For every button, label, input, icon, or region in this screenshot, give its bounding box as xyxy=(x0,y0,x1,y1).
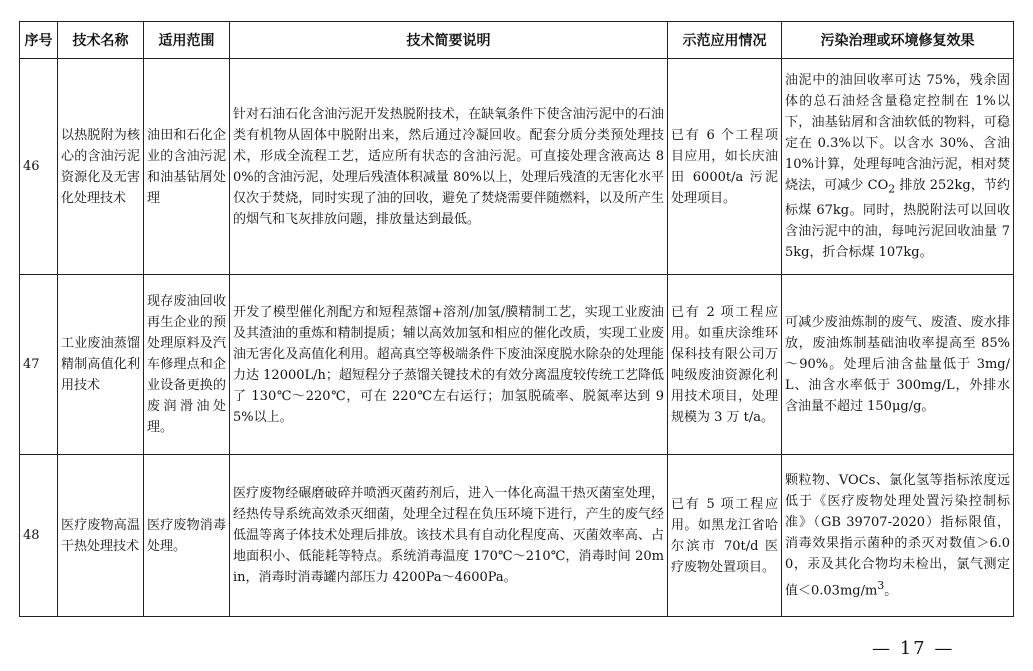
table-row xyxy=(20,455,1014,617)
header-demo: 示范应用情况 xyxy=(668,22,782,59)
table-row xyxy=(20,59,1014,275)
table-row xyxy=(20,275,1014,455)
row-num: 46 xyxy=(20,59,58,275)
effect-text-cont: 。 xyxy=(884,583,898,599)
effect-subscript: 2 xyxy=(888,182,896,196)
row-demo: 已有 2 项工程应用。如重庆涂维环保科技有限公司万吨级废油资源化利用技术项目，处理规模为 3 万 t/a。 xyxy=(668,275,782,455)
row-desc: 医疗废物经碾磨破碎并喷洒灭菌药剂后，进入一体化高温干热灭菌室处理，经热传导系统高效杀灭细菌，处理全过程在负压环境下进行，产生的废气经低温等离子体技术处理后排放。该技术具有自动化程度高、灭菌效率高、占地面积小、低能耗等特点。系统消毒温度 170℃～210℃，消毒时间 20min，消毒时消毒罐内部压力 4200Pa～4600Pa。 xyxy=(230,455,668,617)
page-number: — 17 — xyxy=(872,638,955,659)
row-scope: 医疗废物消毒处理。 xyxy=(144,455,230,617)
effect-text-cont: 排放 252kg，节约标煤 67kg。同时，热脱附法可以回收含油污泥中的油，每吨污泥回收油量 75kg，折合标煤 107kg。 xyxy=(785,178,1010,260)
header-effect: 污染治理或环境修复效果 xyxy=(782,22,1014,59)
row-tech-name: 以热脱附为核心的含油污泥资源化及无害化处理技术 xyxy=(58,59,144,275)
table-header-row xyxy=(20,22,1014,59)
row-tech-name: 工业废油蒸馏精制高值化利用技术 xyxy=(58,275,144,455)
header-num: 序号 xyxy=(20,22,58,59)
row-effect xyxy=(782,59,1014,275)
row-demo: 已有 6 个工程项目应用，如长庆油田 6000t/a 污泥处理项目。 xyxy=(668,59,782,275)
row-scope: 现存废油回收再生企业的预处理原料及汽车修理点和企业设备更换的废润滑油处理。 xyxy=(144,275,230,455)
row-demo: 已有 5 项工程应用。如黑龙江省哈尔滨市 70t/d 医疗废物处置项目。 xyxy=(668,455,782,617)
row-desc: 开发了模型催化剂配方和短程蒸馏+溶剂/加氢/膜精制工艺，实现工业废油及其渣油的重炼和精制提质；辅以高效加氢和相应的催化改质，实现工业废油无害化及高值化利用。超高真空等极端条件下废油深度脱水除杂的处理能力达 12000L/h；超短程分子蒸馏关键技术的有效分离温度较传统工艺降低了 130℃～220℃，可在 220℃左右运行；加氢脱硫率、脱氮率达到 95%以上。 xyxy=(230,275,668,455)
header-desc: 技术简要说明 xyxy=(230,22,668,59)
technology-table xyxy=(19,21,1014,617)
effect-text: 可减少废油炼制的废气、废渣、废水排放，废油炼制基础油收率提高至 85%～90%。处理后油含盐量低于 3mg/L、油含水率低于 300mg/L，外排水含油量不超过 150μg/g。 xyxy=(785,315,1010,414)
header-scope: 适用范围 xyxy=(144,22,230,59)
row-effect xyxy=(782,455,1014,617)
row-scope: 油田和石化企业的含油污泥和油基钻屑处理 xyxy=(144,59,230,275)
effect-superscript: 3 xyxy=(877,578,885,592)
row-num: 47 xyxy=(20,275,58,455)
effect-text: 颗粒物、VOCs、氯化氢等指标浓度远低于《医疗废物处理处置污染控制标准》（GB 39707-2020）指标限值，消毒效果指示菌种的杀灭对数值＞6.00，汞及其化合物均未检出，氯气测定值＜0.03mg/m xyxy=(785,472,1010,599)
row-tech-name: 医疗废物高温干热处理技术 xyxy=(58,455,144,617)
row-num: 48 xyxy=(20,455,58,617)
row-desc: 针对石油石化含油污泥开发热脱附技术，在缺氧条件下使含油污泥中的石油类有机物从固体中脱附出来，然后通过冷凝回收。配套分质分类预处理技术，形成全流程工艺，适应所有状态的含油污泥。可直接处理含液高达 80%的含油污泥，处理后残渣体积减量 80%以上，处理后残渣的无害化水平仅次于焚烧，同时实现了油的回收，避免了焚烧需要伴随燃料，以及所产生的烟气和飞灰排放问题，排放量达到最低。 xyxy=(230,59,668,275)
effect-text: 油泥中的油回收率可达 75%，残余固体的总石油烃含量稳定控制在 1%以下，油基钻屑和含油软低的物料，可稳定在 0.3%以下。以含水 30%、含油 10%计算，处理每吨含油污泥，相对焚烧法，可减少 CO xyxy=(785,73,1010,194)
row-effect xyxy=(782,275,1014,455)
header-name: 技术名称 xyxy=(58,22,144,59)
